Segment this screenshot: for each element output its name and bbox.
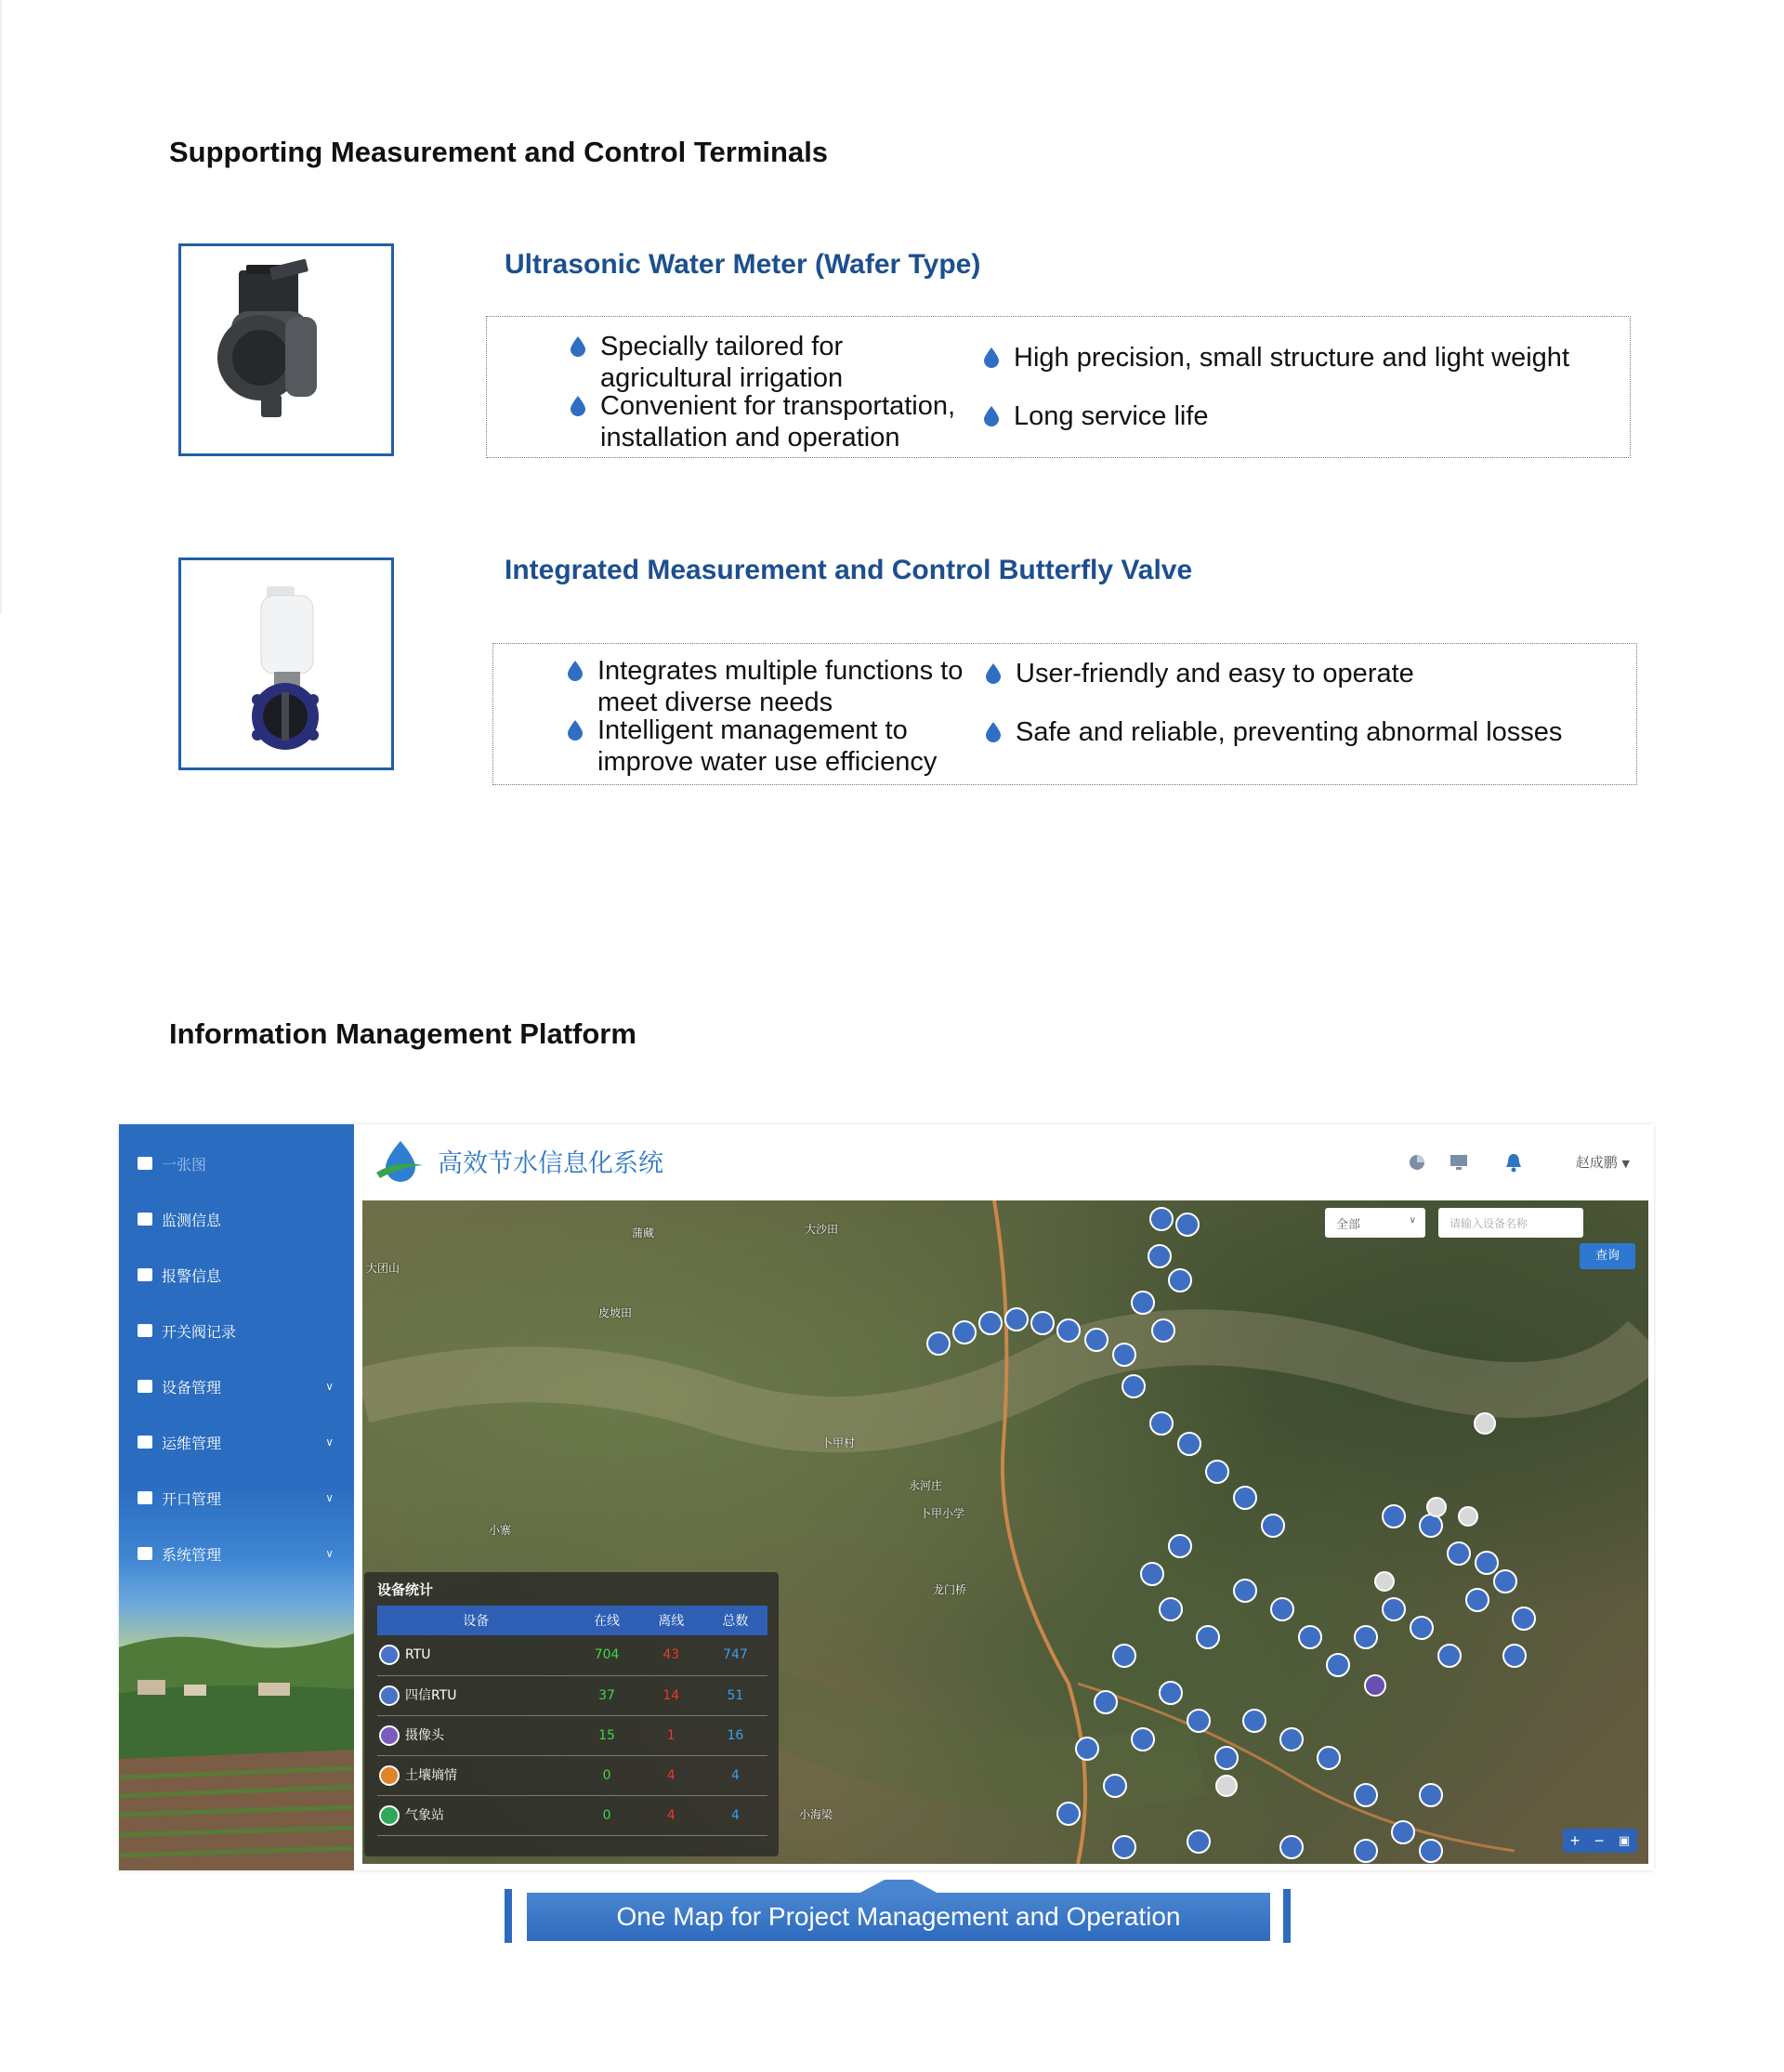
sidebar-item-valve-records[interactable]	[119, 1303, 354, 1358]
stats-online-cell: 15	[574, 1715, 638, 1755]
user-menu[interactable]	[1576, 1152, 1630, 1172]
left-edge-stripe	[0, 0, 2, 613]
stats-header: 总数	[703, 1606, 767, 1635]
stats-header: 离线	[639, 1606, 703, 1635]
zoom-out-icon[interactable]: −	[1594, 1830, 1605, 1850]
stats-device-cell	[377, 1635, 574, 1675]
water-meter-image-frame	[178, 243, 394, 456]
stats-online-cell: 704	[574, 1635, 638, 1675]
banner-left-bar	[505, 1889, 512, 1943]
stats-device-cell	[377, 1715, 574, 1755]
device-type-icon	[379, 1765, 400, 1786]
platform-caption-banner: One Map for Project Management and Operation	[527, 1893, 1270, 1941]
sidebar-item-outlets[interactable]	[119, 1470, 354, 1526]
sidebar-label: 一张图	[162, 1157, 207, 1174]
tools-icon	[138, 1436, 152, 1449]
sidebar-landscape-image	[119, 1592, 354, 1870]
device-type-icon	[379, 1725, 400, 1746]
section-title-platform: Information Management Platform	[169, 1017, 636, 1050]
feature-item	[571, 390, 979, 453]
query-button[interactable]: 查询	[1580, 1243, 1635, 1269]
device-name: 四信RTU	[405, 1687, 457, 1703]
chevron-down-icon: ∨	[325, 1380, 334, 1393]
feature-text: Specially tailored for agricultural irrigation	[600, 332, 844, 393]
outlet-icon	[138, 1491, 152, 1504]
stats-row	[377, 1675, 767, 1715]
topbar	[354, 1124, 1654, 1199]
sidebar-label: 系统管理	[162, 1547, 222, 1564]
input-placeholder: 请输入设备名称	[1450, 1217, 1528, 1230]
logo-water-drop-icon	[373, 1139, 425, 1184]
device-type-icon	[379, 1645, 400, 1665]
feature-item	[984, 342, 1616, 374]
map-place-label: 小寨	[489, 1524, 512, 1537]
water-drop-icon	[984, 406, 999, 426]
system-title: 高效节水信息化系统	[438, 1149, 663, 1178]
map-place-label: 永河庄	[909, 1479, 943, 1492]
device-type-icon	[379, 1685, 400, 1706]
banner-right-bar	[1283, 1889, 1291, 1943]
stats-title: 设备统计	[377, 1581, 434, 1598]
sidebar-label: 开口管理	[162, 1491, 222, 1508]
caret-down-icon: ▼	[1621, 1158, 1630, 1170]
stats-total-cell: 747	[703, 1635, 767, 1675]
feature-text: Intelligent management to improve water use efficiency	[597, 715, 938, 777]
stats-online-cell: 37	[574, 1675, 638, 1715]
stats-offline-cell: 4	[639, 1795, 703, 1835]
device-type-select[interactable]	[1325, 1208, 1425, 1238]
feature-item	[986, 716, 1618, 748]
bell-icon[interactable]	[1503, 1152, 1524, 1173]
map-icon	[138, 1157, 152, 1170]
device-stats-panel	[364, 1572, 779, 1856]
sidebar-item-monitoring[interactable]	[119, 1191, 354, 1247]
map-place-label: 小海梁	[799, 1808, 833, 1821]
feature-text: Convenient for transportation, installation and operation	[600, 391, 956, 452]
chevron-down-icon: ∨	[325, 1436, 334, 1449]
feature-text: Integrates multiple functions to meet diverse needs	[597, 656, 964, 717]
stats-device-cell	[377, 1675, 574, 1715]
device-icon	[138, 1380, 152, 1393]
chevron-down-icon: ∨	[325, 1547, 334, 1560]
layers-icon[interactable]: ▣	[1618, 1833, 1631, 1847]
section-title-terminals: Supporting Measurement and Control Terminals	[169, 136, 829, 168]
alarm-icon	[138, 1268, 152, 1281]
product-name-butterfly-valve: Integrated Measurement and Control Butterfly Valve	[505, 555, 1193, 585]
satellite-map[interactable]	[362, 1200, 1648, 1864]
sidebar-item-operations[interactable]	[119, 1414, 354, 1470]
stats-header: 在线	[574, 1606, 638, 1635]
water-drop-icon	[984, 348, 999, 368]
map-place-label: 皮坡田	[598, 1306, 633, 1319]
stats-online-cell: 0	[574, 1795, 638, 1835]
sidebar	[119, 1124, 354, 1870]
sidebar-item-alarms[interactable]	[119, 1247, 354, 1303]
device-type-icon	[379, 1805, 400, 1826]
feature-item	[984, 400, 1616, 432]
butterfly-valve-image-frame	[178, 557, 394, 770]
stats-table	[377, 1606, 767, 1836]
feature-item	[568, 655, 977, 718]
map-place-label: 卜甲村	[821, 1436, 856, 1449]
stats-device-cell	[377, 1795, 574, 1835]
water-drop-icon	[986, 663, 1001, 684]
water-drop-icon	[571, 336, 585, 357]
stats-header: 设备	[377, 1606, 574, 1635]
map-place-label: 大团山	[366, 1262, 400, 1275]
feature-text: Safe and reliable, preventing abnormal losses	[1016, 717, 1563, 747]
feature-text: Long service life	[1014, 401, 1209, 431]
chevron-down-icon: ∨	[325, 1491, 334, 1504]
monitor-screen-icon[interactable]	[1450, 1154, 1468, 1171]
stats-row	[377, 1795, 767, 1835]
device-name: RTU	[405, 1647, 431, 1663]
stats-row	[377, 1635, 767, 1675]
banner-notch	[857, 1878, 940, 1895]
stats-offline-cell: 14	[639, 1675, 703, 1715]
feature-text: High precision, small structure and light weight	[1014, 343, 1569, 373]
platform-screenshot	[119, 1124, 1654, 1870]
map-place-label: 蒲藏	[632, 1226, 655, 1239]
map-place-label: 卜甲小学	[920, 1507, 965, 1520]
user-name: 赵成鹏	[1575, 1154, 1618, 1171]
water-meter-image	[181, 246, 391, 453]
water-drop-icon	[571, 396, 585, 416]
stats-total-cell: 4	[703, 1795, 767, 1835]
select-value: 全部	[1336, 1218, 1361, 1232]
feature-item	[986, 658, 1618, 689]
butterfly-valve-features-box	[492, 643, 1637, 785]
record-icon	[138, 1324, 152, 1337]
chevron-down-icon: ∨	[1409, 1215, 1416, 1226]
monitor-icon	[138, 1213, 152, 1226]
feature-item	[568, 715, 977, 778]
stats-total-cell: 51	[703, 1675, 767, 1715]
stats-offline-cell: 43	[639, 1635, 703, 1675]
stats-total-cell: 4	[703, 1755, 767, 1795]
product-name-water-meter: Ultrasonic Water Meter (Wafer Type)	[505, 249, 981, 280]
stats-online-cell: 0	[574, 1755, 638, 1795]
butterfly-valve-image	[181, 560, 391, 767]
map-place-label: 大沙田	[805, 1223, 839, 1236]
stats-row	[377, 1755, 767, 1795]
sidebar-label: 设备管理	[162, 1380, 222, 1397]
device-name: 土壤墒情	[405, 1767, 457, 1783]
gear-icon	[138, 1547, 152, 1560]
sidebar-label: 报警信息	[162, 1268, 222, 1285]
water-drop-icon	[986, 722, 1001, 742]
water-meter-features-box	[486, 316, 1631, 458]
device-name-input[interactable]	[1438, 1208, 1583, 1238]
device-name: 摄像头	[405, 1727, 444, 1743]
stats-offline-cell: 1	[639, 1715, 703, 1755]
water-drop-icon	[568, 720, 583, 741]
sidebar-label: 开关阀记录	[162, 1324, 237, 1341]
stats-offline-cell: 4	[639, 1755, 703, 1795]
device-name: 气象站	[405, 1807, 444, 1823]
chart-icon[interactable]	[1409, 1154, 1425, 1171]
map-place-label: 龙门桥	[933, 1583, 967, 1596]
stats-device-cell	[377, 1755, 574, 1795]
map-zoom-control	[1563, 1829, 1637, 1853]
feature-item	[571, 331, 979, 394]
sidebar-item-system[interactable]	[119, 1526, 354, 1581]
stats-row	[377, 1715, 767, 1755]
feature-text: User-friendly and easy to operate	[1016, 659, 1414, 688]
sidebar-label: 监测信息	[162, 1213, 222, 1229]
sidebar-item-map[interactable]	[119, 1135, 354, 1191]
water-drop-icon	[568, 661, 583, 681]
sidebar-label: 运维管理	[162, 1436, 222, 1452]
sidebar-item-devices[interactable]	[119, 1358, 354, 1414]
zoom-in-icon[interactable]: +	[1569, 1830, 1581, 1850]
stats-total-cell: 16	[703, 1715, 767, 1755]
